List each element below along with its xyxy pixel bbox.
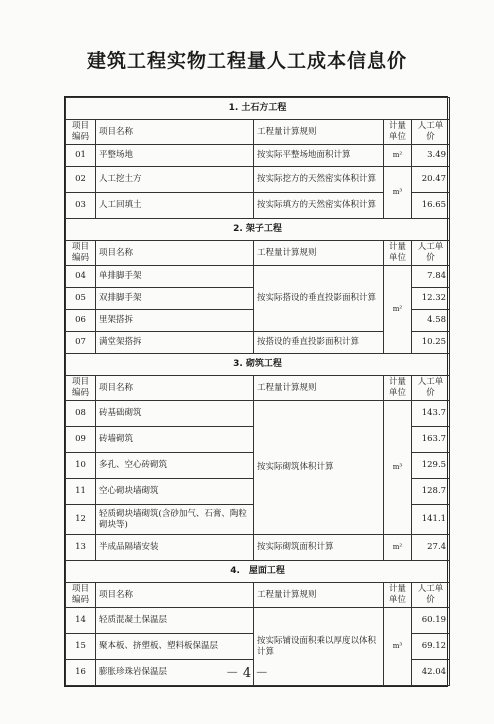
row-price: 163.7 bbox=[412, 427, 450, 453]
header-price: 人工单价 bbox=[412, 120, 450, 145]
header-unit: 计量单位 bbox=[384, 120, 412, 145]
row-code: 12 bbox=[66, 505, 96, 535]
table-header bbox=[66, 376, 450, 401]
header-name: 项目名称 bbox=[96, 120, 254, 145]
table-header bbox=[66, 120, 450, 145]
header-name: 项目名称 bbox=[96, 583, 254, 608]
row-rule: 按实际砌筑体积计算 bbox=[254, 401, 384, 535]
row-name: 空心砌块墙砌筑 bbox=[96, 479, 254, 505]
header-price: 人工单价 bbox=[412, 583, 450, 608]
row-rule: 按实际平整场地面积计算 bbox=[254, 145, 384, 167]
row-code: 05 bbox=[66, 288, 96, 310]
row-name: 人工回填土 bbox=[96, 193, 254, 219]
header-unit: 计量单位 bbox=[384, 376, 412, 401]
row-rule: 按实际铺设面积乘以厚度以体积计算 bbox=[254, 608, 384, 686]
row-price: 143.7 bbox=[412, 401, 450, 427]
price-table bbox=[64, 96, 448, 687]
row-code: 03 bbox=[66, 193, 96, 219]
header-price: 人工单价 bbox=[412, 241, 450, 266]
table-row bbox=[66, 266, 450, 288]
header-unit: 计量单位 bbox=[384, 583, 412, 608]
row-name: 平整场地 bbox=[96, 145, 254, 167]
row-code: 14 bbox=[66, 608, 96, 634]
row-rule: 按实际填方的天然密实体积计算 bbox=[254, 193, 384, 219]
table-header bbox=[66, 241, 450, 266]
table-header bbox=[66, 583, 450, 608]
row-unit: m³ bbox=[384, 401, 412, 535]
section-title: 4. 屋面工程 bbox=[66, 561, 450, 583]
row-code: 01 bbox=[66, 145, 96, 167]
header-rule: 工程量计算规则 bbox=[254, 120, 384, 145]
table-row bbox=[66, 608, 450, 634]
header-code: 项目编码 bbox=[66, 376, 96, 401]
row-price: 141.1 bbox=[412, 505, 450, 535]
row-code: 04 bbox=[66, 266, 96, 288]
row-code: 08 bbox=[66, 401, 96, 427]
table-row bbox=[66, 401, 450, 427]
row-code: 11 bbox=[66, 479, 96, 505]
row-price: 69.12 bbox=[412, 634, 450, 660]
row-rule: 按实际挖方的天然密实体积计算 bbox=[254, 167, 384, 193]
row-code: 13 bbox=[66, 535, 96, 561]
row-price: 7.84 bbox=[412, 266, 450, 288]
row-price: 20.47 bbox=[412, 167, 450, 193]
section-title: 1. 土石方工程 bbox=[66, 98, 450, 120]
row-name: 砖墙砌筑 bbox=[96, 427, 254, 453]
table-row bbox=[66, 535, 450, 561]
row-price: 3.49 bbox=[412, 145, 450, 167]
row-price: 4.58 bbox=[412, 310, 450, 332]
row-price: 42.04 bbox=[412, 660, 450, 686]
row-code: 16 bbox=[66, 660, 96, 686]
row-price: 60.19 bbox=[412, 608, 450, 634]
row-price: 128.7 bbox=[412, 479, 450, 505]
header-rule: 工程量计算规则 bbox=[254, 583, 384, 608]
section-title: 2. 架子工程 bbox=[66, 219, 450, 241]
row-name: 砖基础砌筑 bbox=[96, 401, 254, 427]
header-name: 项目名称 bbox=[96, 241, 254, 266]
header-code: 项目编码 bbox=[66, 241, 96, 266]
row-name: 膨胀珍珠岩保温层 bbox=[96, 660, 254, 686]
row-name: 人工挖土方 bbox=[96, 167, 254, 193]
row-code: 02 bbox=[66, 167, 96, 193]
row-name: 里架搭拆 bbox=[96, 310, 254, 332]
header-rule: 工程量计算规则 bbox=[254, 376, 384, 401]
header-rule: 工程量计算规则 bbox=[254, 241, 384, 266]
row-name: 聚本板、挤塑板、塑料板保温层 bbox=[96, 634, 254, 660]
row-rule: 按搭设的垂直投影面积计算 bbox=[254, 332, 384, 354]
row-name: 双排脚手架 bbox=[96, 288, 254, 310]
header-code: 项目编码 bbox=[66, 120, 96, 145]
header-code: 项目编码 bbox=[66, 583, 96, 608]
page-title: 建筑工程实物工程量人工成本信息价 bbox=[86, 50, 407, 72]
table-row bbox=[66, 145, 450, 167]
row-unit: m² bbox=[384, 145, 412, 167]
header-unit: 计量单位 bbox=[384, 241, 412, 266]
row-code: 07 bbox=[66, 332, 96, 354]
row-price: 16.65 bbox=[412, 193, 450, 219]
row-name: 半成品隔墙安装 bbox=[96, 535, 254, 561]
section-title: 3. 砌筑工程 bbox=[66, 354, 450, 376]
row-name: 多孔、空心砖砌筑 bbox=[96, 453, 254, 479]
row-unit: m² bbox=[384, 266, 412, 354]
header-price: 人工单价 bbox=[412, 376, 450, 401]
row-unit: m³ bbox=[384, 608, 412, 686]
row-price: 10.25 bbox=[412, 332, 450, 354]
row-price: 12.32 bbox=[412, 288, 450, 310]
row-name: 轻质混凝土保温层 bbox=[96, 608, 254, 634]
row-code: 09 bbox=[66, 427, 96, 453]
page-number: － 4 － bbox=[225, 666, 269, 681]
header-name: 项目名称 bbox=[96, 376, 254, 401]
row-name: 轻质砌块墙砌筑(含砂加气、石膏、陶粒砌块等) bbox=[96, 505, 254, 535]
row-code: 10 bbox=[66, 453, 96, 479]
row-rule: 按实际搭设的垂直投影面积计算 bbox=[254, 266, 384, 332]
row-name: 满堂架搭拆 bbox=[96, 332, 254, 354]
row-unit: m³ bbox=[384, 167, 412, 219]
row-rule: 按实际砌筑面积计算 bbox=[254, 535, 384, 561]
row-price: 27.4 bbox=[412, 535, 450, 561]
row-name: 单排脚手架 bbox=[96, 266, 254, 288]
row-code: 15 bbox=[66, 634, 96, 660]
row-price: 129.5 bbox=[412, 453, 450, 479]
table-row bbox=[66, 167, 450, 193]
row-unit: m² bbox=[384, 535, 412, 561]
row-code: 06 bbox=[66, 310, 96, 332]
